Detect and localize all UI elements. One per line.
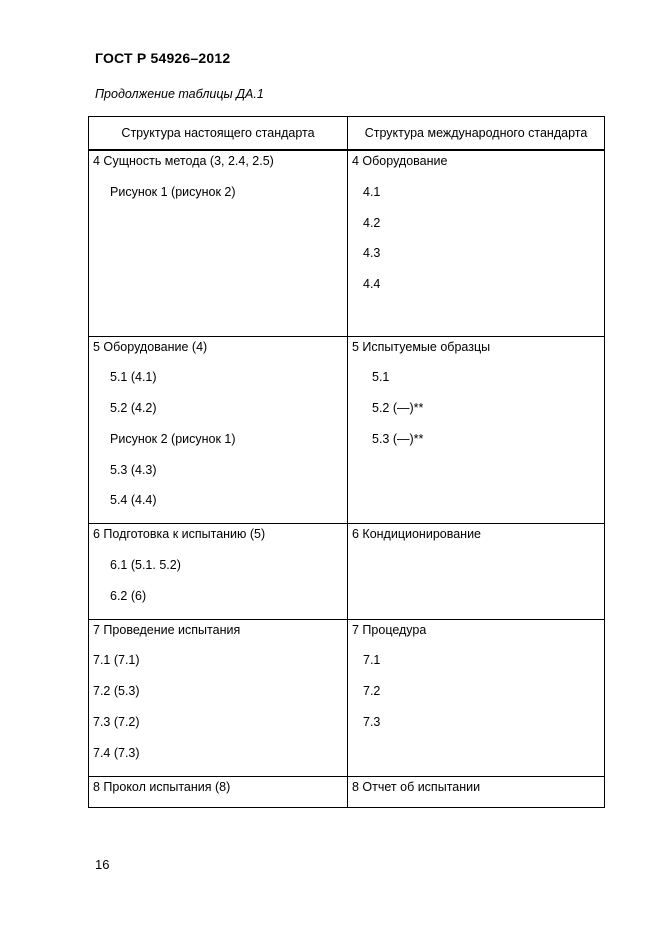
table-cell-text: 5.1 (4.1) bbox=[110, 370, 157, 385]
table-cell-text: Рисунок 2 (рисунок 1) bbox=[110, 431, 236, 446]
table-cell-national bbox=[89, 336, 348, 524]
table-cell-text: 4.4 bbox=[363, 277, 381, 292]
table-row bbox=[89, 150, 605, 336]
table-cell-international bbox=[348, 150, 605, 336]
table-cell-text: 7.1 (7.1) bbox=[93, 653, 140, 668]
table-cell-text: 6.1 (5.1. 5.2) bbox=[110, 558, 181, 573]
section-heading: 8 Отчет об испытании bbox=[352, 779, 481, 794]
section-heading: 5 Испытуемые образцы bbox=[352, 339, 491, 354]
table-cell-text: 4.2 bbox=[363, 215, 381, 230]
table-cell-text: 5.4 (4.4) bbox=[110, 493, 157, 508]
table-cell-text: 5.2 (4.2) bbox=[110, 401, 157, 416]
section-heading: 4 Сущность метода (3, 2.4, 2.5) bbox=[93, 154, 274, 168]
table-cell-international bbox=[348, 336, 605, 524]
document-title: ГОСТ Р 54926–2012 bbox=[95, 50, 231, 66]
table-row bbox=[89, 336, 605, 524]
table-cell-text: 4.3 bbox=[363, 246, 381, 261]
table-cell-text: 5.3 (4.3) bbox=[110, 462, 157, 477]
section-heading: 5 Оборудование (4) bbox=[93, 339, 208, 354]
page-number: 16 bbox=[95, 857, 110, 872]
table-row bbox=[89, 776, 605, 807]
table-cell-text: 7.3 (7.2) bbox=[93, 715, 140, 730]
table-cell-text: 7.4 (7.3) bbox=[93, 745, 140, 760]
table-cell-international bbox=[348, 776, 605, 807]
table-cell-international bbox=[348, 524, 605, 619]
correspondence-table bbox=[88, 116, 605, 808]
table-caption: Продолжение таблицы ДА.1 bbox=[95, 87, 264, 101]
table-cell-national bbox=[89, 619, 348, 776]
table-cell-text: 5.3 (—)** bbox=[372, 431, 424, 446]
table-row bbox=[89, 619, 605, 776]
section-heading: 7 Проведение испытания bbox=[93, 622, 241, 637]
table-cell-text: Рисунок 1 (рисунок 2) bbox=[110, 184, 236, 199]
table-cell-text: 5.2 (—)** bbox=[372, 401, 424, 416]
table-cell-text: 7.2 (5.3) bbox=[93, 684, 140, 699]
column-header-international: Структура международного стандарта bbox=[348, 117, 605, 151]
section-heading: 6 Подготовка к испытанию (5) bbox=[93, 527, 266, 542]
table-cell-national bbox=[89, 150, 348, 336]
table-row bbox=[89, 524, 605, 619]
table-cell-text: 4.1 bbox=[363, 184, 381, 199]
table-header-row bbox=[89, 117, 605, 151]
table-cell-international bbox=[348, 619, 605, 776]
section-heading: 8 Прокол испытания (8) bbox=[93, 779, 231, 794]
table-cell-text: 7.2 bbox=[363, 684, 381, 699]
section-heading: 7 Процедура bbox=[352, 622, 427, 637]
section-heading: 4 Оборудование bbox=[352, 154, 448, 168]
table-cell-national bbox=[89, 776, 348, 807]
table-cell-text: 7.1 bbox=[363, 653, 381, 668]
column-header-national: Структура настоящего стандарта bbox=[89, 117, 348, 151]
table-cell-text: 6.2 (6) bbox=[110, 588, 147, 603]
table-cell-text: 7.3 bbox=[363, 715, 381, 730]
section-heading: 6 Кондиционирование bbox=[352, 527, 482, 542]
table-cell-national bbox=[89, 524, 348, 619]
table-cell-text: 5.1 bbox=[372, 370, 390, 385]
